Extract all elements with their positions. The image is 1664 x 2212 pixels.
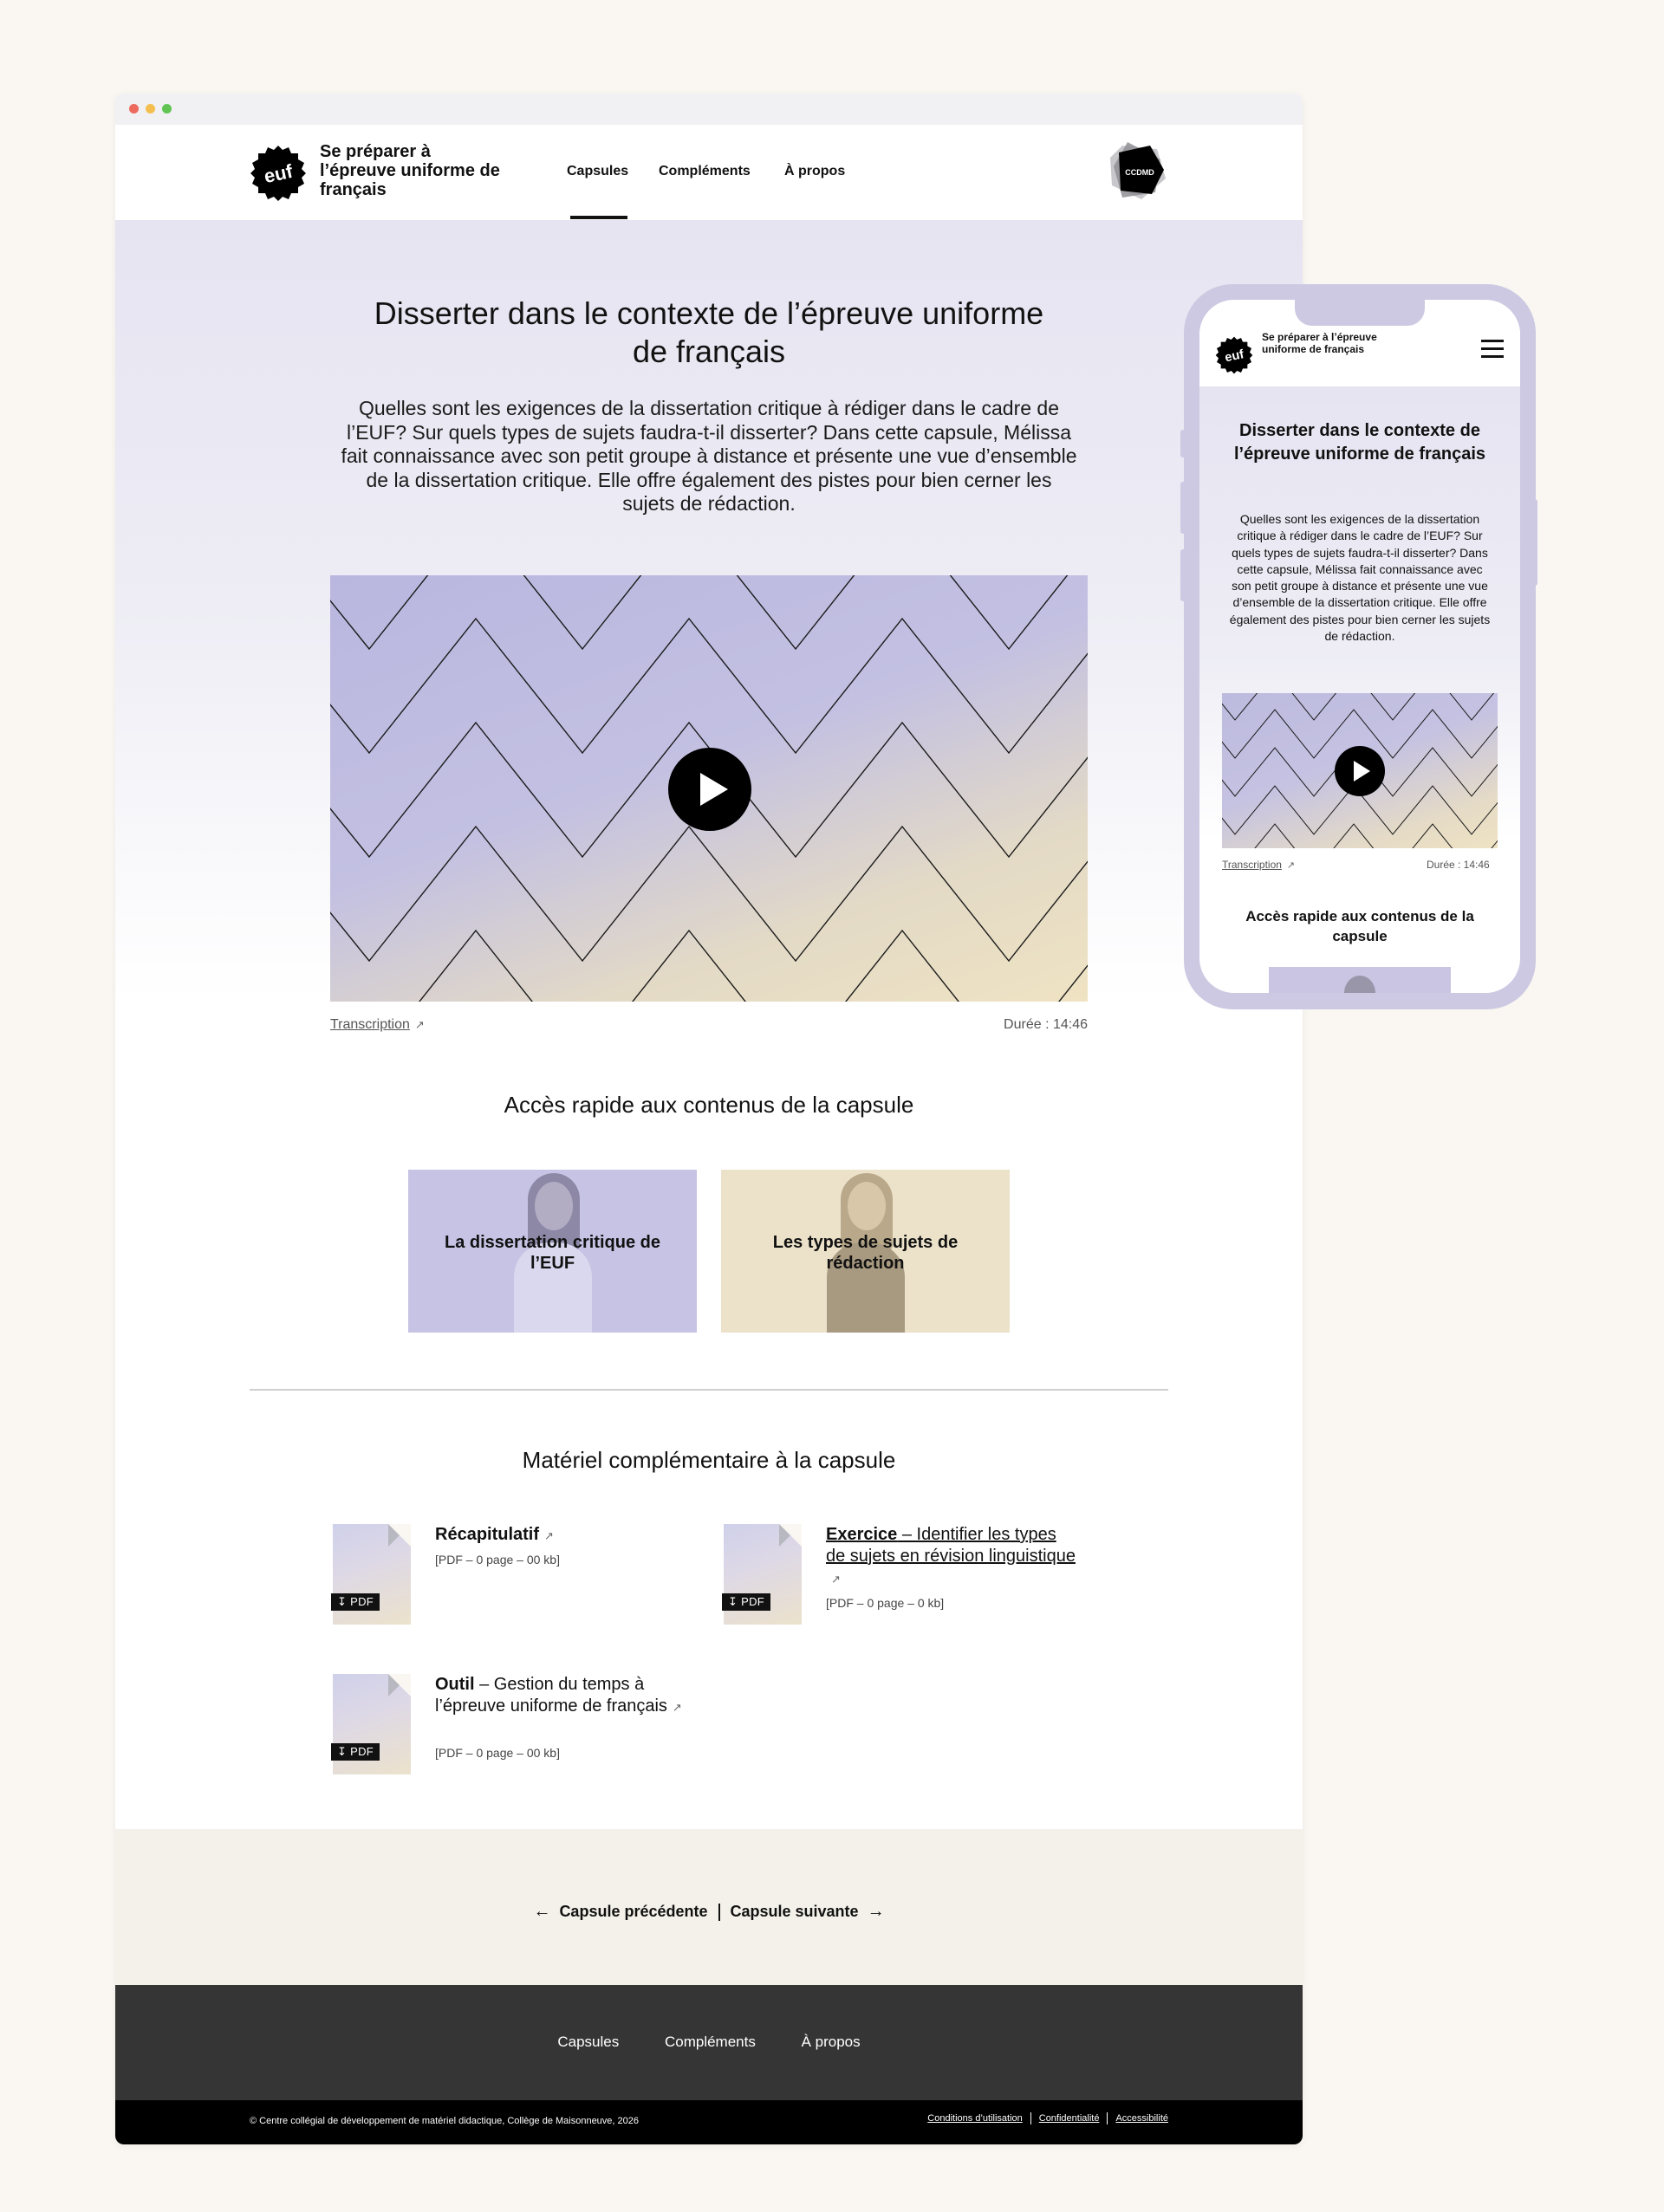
ccdmd-logo[interactable] [1107,140,1169,203]
page-title: Disserter dans le contexte de l’épreuve uniforme de français [374,295,1044,369]
play-icon[interactable] [668,748,751,831]
material-title-rest: – Gestion du temps à l’épreuve uniforme de français [435,1675,667,1716]
material-title-prefix: Exercice [826,1525,898,1544]
terms-link[interactable]: Conditions d’utilisation [927,2112,1023,2124]
browser-chrome [115,94,1303,125]
mobile-brand-title[interactable]: Se préparer à l’épreuve uniforme de français [1262,331,1377,355]
material-meta: [PDF – 0 page – 00 kb] [435,1746,560,1760]
external-link-icon: ↗ [1286,860,1296,871]
accessibility-link[interactable]: Accessibilité [1115,2112,1168,2124]
material-title[interactable] [826,1524,1077,1590]
external-link-icon: ↗ [414,1018,425,1031]
nav-capsules[interactable]: Capsules [567,164,629,178]
phone-side-button [1180,482,1186,534]
capsule-pager [115,1829,1303,1985]
external-link-icon: ↗ [831,1573,841,1586]
footer-nav-a-propos[interactable]: À propos [801,2034,861,2050]
mobile-quick-access-title: Accès rapide aux contenus de la capsule [1245,908,1474,944]
material-title-prefix: Outil [435,1675,475,1694]
previous-capsule-link[interactable]: Capsule précédente [559,1903,708,1920]
external-link-icon: ↗ [544,1529,554,1542]
close-window-icon[interactable] [129,104,139,114]
footer-nav-capsules[interactable]: Capsules [557,2034,620,2050]
mobile-video-player[interactable] [1222,693,1498,848]
legal-links [927,2112,1168,2124]
arrow-right-icon[interactable]: → [867,1902,885,1921]
phone-side-button [1532,499,1537,586]
phone-side-button [1180,430,1186,457]
video-duration: Durée : 14:46 [1004,1017,1088,1032]
nav-a-propos[interactable]: À propos [784,164,846,178]
site-brand-title[interactable]: Se préparer à l’épreuve uniforme de français [320,142,500,199]
mobile-phone-mockup [1184,284,1536,1009]
ccdmd-logo-text: CCDMD [1125,168,1154,177]
phone-side-button [1180,549,1186,601]
mobile-hero-description: Quelles sont les exigences de la dissertation critique à rédiger dans le cadre de l’EUF? Sur quels types de sujets faudra‑t‑il disserter? Dans cette capsule, Mélissa fait connaissance avec son petit groupe à distance et présente une vue d’ensemble de la dissertation critique. Elle offre également des pistes pour bien cerner les sujets de rédaction. [1229,512,1491,644]
material-title-rest: – Identifier les types de sujets en révision linguistique [826,1525,1076,1566]
mobile-transcript-link[interactable] [1222,859,1295,871]
quick-access-card-1[interactable] [408,1170,697,1333]
site-footer [115,1985,1303,2100]
maximize-window-icon[interactable] [162,104,172,114]
minimize-window-icon[interactable] [146,104,155,114]
hero-description: Quelles sont les exigences de la dissertation critique à rédiger dans le cadre de l’EUF? Sur quels types de sujets faudra‑t‑il disserter? Dans cette capsule, Mélissa fait connaissance avec son petit groupe à distance et présente une vue d’ensemble de la dissertation critique. Elle offre également des pistes pour bien cerner les sujets de rédaction. [341,397,1077,515]
phone-notch [1295,300,1425,326]
material-title-prefix: Récapitulatif [435,1525,540,1544]
material-meta: [PDF – 0 page – 0 kb] [826,1596,945,1610]
quick-access-title: Accès rapide aux contenus de la capsule [504,1092,914,1118]
material-item[interactable] [724,1524,1088,1628]
download-pdf-badge[interactable]: ↧ PDF [331,1743,380,1761]
video-player[interactable] [330,575,1088,1002]
euf-logo[interactable] [1215,336,1253,374]
play-icon[interactable] [1335,746,1385,796]
pdf-badge-label: PDF [741,1595,765,1608]
material-title[interactable] [435,1524,686,1547]
euf-logo-text: euf [1223,347,1245,366]
mobile-transcript-label: Transcription [1222,859,1282,871]
pdf-badge-label: PDF [350,1595,374,1608]
legal-bar [115,2100,1303,2144]
materials-title: Matériel complémentaire à la capsule [522,1447,896,1473]
quick-access-card-label: La dissertation critique de l’EUF [445,1233,660,1273]
quick-access-card-2[interactable] [721,1170,1010,1333]
mobile-screen [1199,300,1520,993]
site-header [115,125,1303,220]
desktop-browser-window [115,94,1303,2144]
download-pdf-badge[interactable]: ↧ PDF [722,1593,770,1611]
section-divider [250,1389,1168,1391]
copyright-text: © Centre collégial de développement de matériel didactique, Collège de Maisonneuve, 2026 [250,2116,640,2126]
nav-active-indicator [570,216,627,219]
mobile-page-title: Disserter dans le contexte de l’épreuve uniforme de français [1233,421,1486,464]
mobile-video-duration: Durée : 14:46 [1427,859,1490,871]
pager-separator [718,1904,720,1921]
material-title[interactable] [435,1674,686,1718]
privacy-link[interactable]: Confidentialité [1038,2112,1100,2124]
pdf-badge-label: PDF [350,1745,374,1758]
material-item[interactable] [333,1674,697,1778]
euf-logo[interactable] [250,145,307,202]
transcript-link[interactable] [330,1017,425,1033]
quick-access-card-label: Les types de sujets de rédaction [772,1233,959,1273]
external-link-icon: ↗ [672,1701,682,1714]
hamburger-menu-icon[interactable] [1481,340,1504,359]
download-pdf-badge[interactable]: ↧ PDF [331,1593,380,1611]
arrow-left-icon[interactable]: ← [533,1902,551,1921]
footer-nav-complements[interactable]: Compléments [664,2034,756,2050]
mobile-quick-access-card[interactable] [1269,967,1451,993]
next-capsule-link[interactable]: Capsule suivante [730,1903,859,1920]
material-item[interactable] [333,1524,697,1628]
euf-logo-text: euf [262,159,295,188]
transcript-label: Transcription [330,1017,410,1032]
nav-complements[interactable]: Compléments [659,164,751,178]
material-meta: [PDF – 0 page – 00 kb] [435,1553,560,1567]
